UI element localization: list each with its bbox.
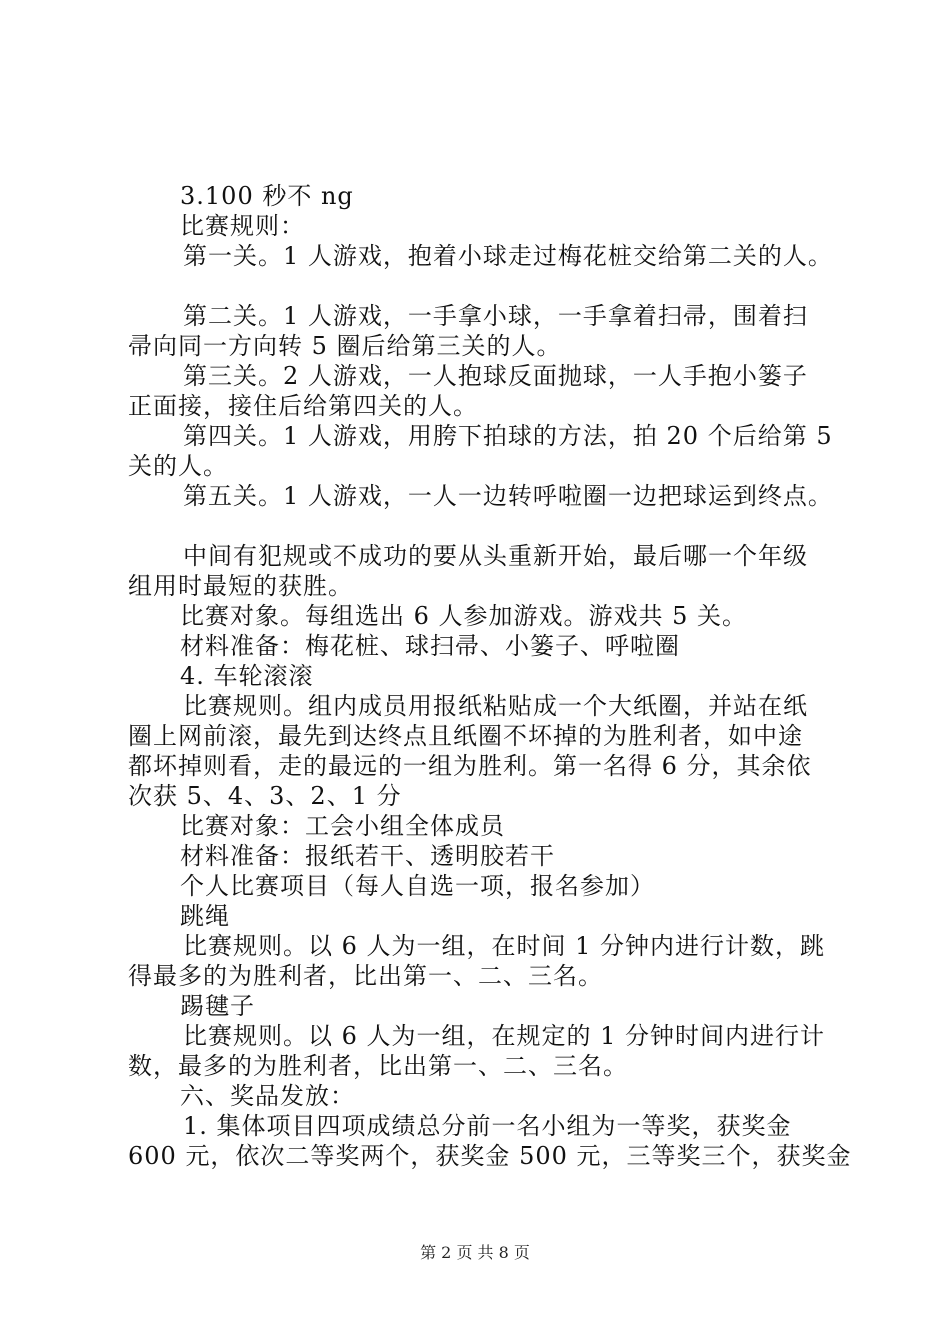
text-line: 3.100 秒不 ng <box>180 182 354 210</box>
text-line: 比赛规则。以 6 人为一组，在规定的 1 分钟时间内进行计 <box>183 1022 826 1050</box>
text-line: 材料准备：报纸若干、透明胶若干 <box>180 842 555 870</box>
text-line: 比赛规则。以 6 人为一组，在时间 1 分钟内进行计数，跳 <box>183 932 826 960</box>
text-line: 比赛对象。每组选出 6 人参加游戏。游戏共 5 关。 <box>180 602 748 630</box>
text-line: 比赛对象：工会小组全体成员 <box>180 812 505 840</box>
text-line: 关的人。 <box>128 452 228 480</box>
text-line: 第二关。1 人游戏，一手拿小球，一手拿着扫帚，围着扫 <box>183 302 808 330</box>
text-line: 600 元，依次二等奖两个，获奖金 500 元，三等奖三个，获奖金 <box>128 1142 852 1170</box>
text-line: 第四关。1 人游戏，用胯下拍球的方法，拍 20 个后给第 5 <box>183 422 833 450</box>
text-line: 六、奖品发放： <box>180 1082 355 1110</box>
text-line: 比赛规则： <box>180 212 305 240</box>
text-line: 圈上网前滚，最先到达终点且纸圈不坏掉的为胜利者，如中途 <box>128 722 803 750</box>
text-line: 正面接，接住后给第四关的人。 <box>128 392 478 420</box>
text-line: 第一关。1 人游戏，抱着小球走过梅花桩交给第二关的人。 <box>183 242 833 270</box>
text-line: 数，最多的为胜利者，比出第一、二、三名。 <box>128 1052 628 1080</box>
page-footer: 第 2 页 共 8 页 <box>420 1243 530 1262</box>
text-line: 踢毽子 <box>180 992 255 1020</box>
text-line: 中间有犯规或不成功的要从头重新开始，最后哪一个年级 <box>183 542 808 570</box>
text-line: 都坏掉则看，走的最远的一组为胜利。第一名得 6 分，其余依 <box>128 752 812 780</box>
text-line: 帚向同一方向转 5 圈后给第三关的人。 <box>128 332 562 360</box>
text-line: 材料准备：梅花桩、球扫帚、小篓子、呼啦圈 <box>180 632 680 660</box>
text-line: 个人比赛项目（每人自选一项，报名参加） <box>180 872 655 900</box>
text-line: 4. 车轮滚滚 <box>180 662 314 690</box>
text-line: 第五关。1 人游戏，一人一边转呼啦圈一边把球运到终点。 <box>183 482 833 510</box>
text-line: 组用时最短的获胜。 <box>128 572 353 600</box>
text-line: 1. 集体项目四项成绩总分前一名小组为一等奖，获奖金 <box>183 1112 792 1140</box>
text-line: 次获 5、4、3、2、1 分 <box>128 782 402 810</box>
text-line: 第三关。2 人游戏，一人抱球反面抛球，一人手抱小篓子 <box>183 362 808 390</box>
text-line: 跳绳 <box>180 902 230 930</box>
text-line: 得最多的为胜利者，比出第一、二、三名。 <box>128 962 603 990</box>
text-line: 比赛规则。组内成员用报纸粘贴成一个大纸圈，并站在纸 <box>183 692 808 720</box>
